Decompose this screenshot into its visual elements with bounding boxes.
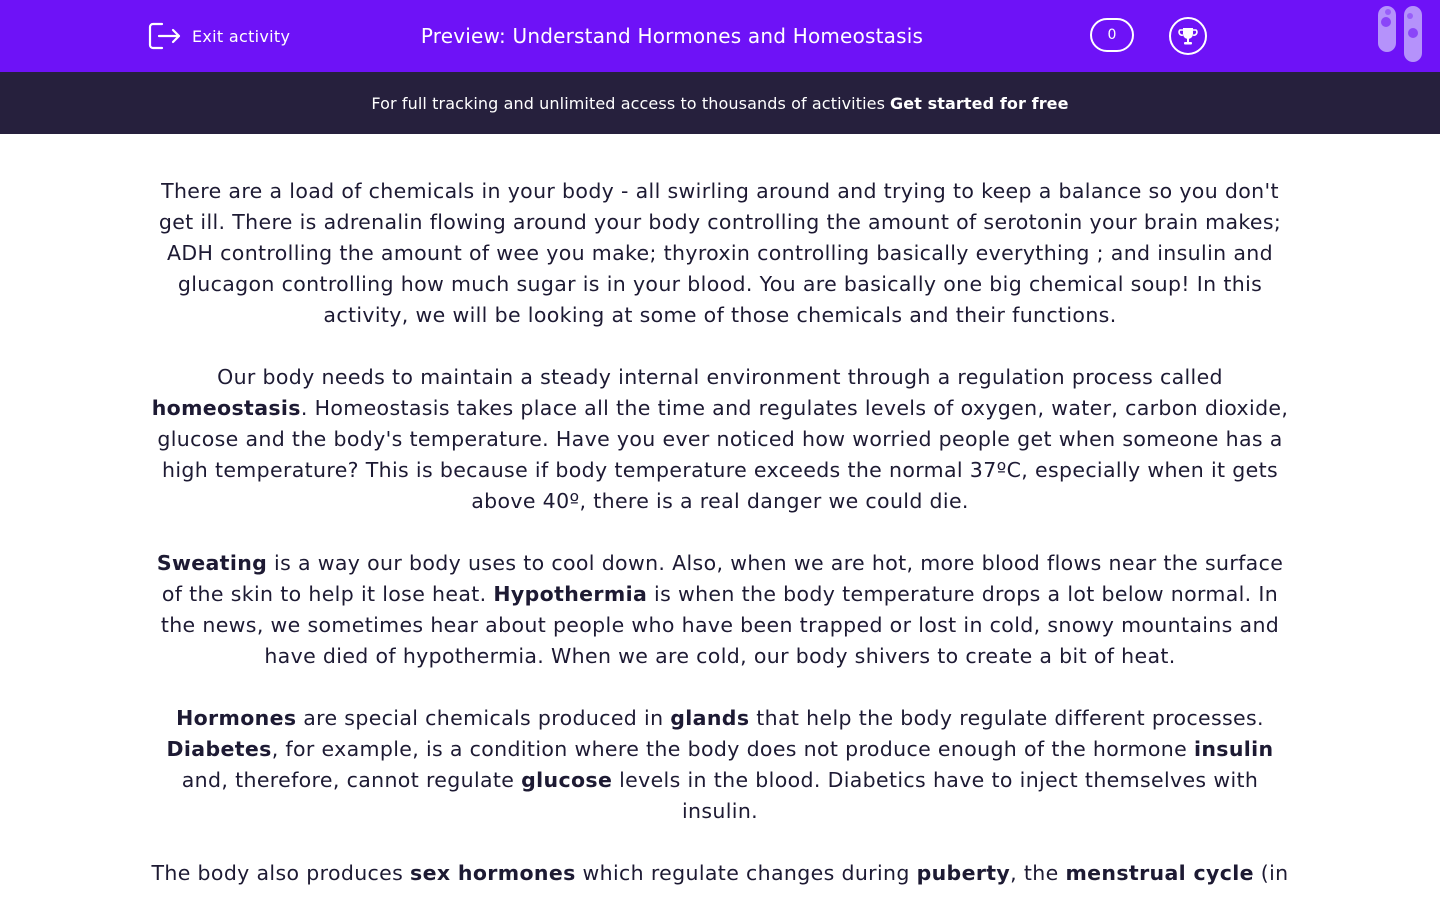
- intro-content: [150, 176, 1290, 920]
- banner-text: For full tracking and unlimited access to thousands of activities: [371, 93, 886, 113]
- term-menstrual-cycle: menstrual cycle: [1065, 861, 1254, 885]
- term-glands: glands: [670, 706, 750, 730]
- term-glucose: glucose: [521, 768, 613, 792]
- paragraph-sex-hormones: The body also produces sex hormones which regulate changes during puberty, the menstrual cycle (in: [151, 861, 1289, 885]
- trophy-icon: [1177, 25, 1199, 47]
- paragraph-homeostasis: Our body needs to maintain a steady internal environment through a regulation process called homeostasis. Homeostasis takes place all the time and regulates levels of oxygen, water, carbon dioxide, glucose and the body's temperature. Have you ever noticed how worried people get when someone has a high temperature? This is because if body temperature exceeds the normal 37ºC, especially when it gets above 40º, there is a real danger we could die.: [151, 365, 1289, 513]
- paragraph-hormones: Hormones are special chemicals produced in glands that help the body regulate different processes. Diabetes, for example, is a condition where the body does not produce enough of the hormone insulin and, therefore, cannot regulate glucose levels in the blood. Diabetics have to inject themselves with insulin.: [166, 706, 1274, 823]
- top-bar: [0, 0, 1440, 72]
- term-hypothermia: Hypothermia: [493, 582, 648, 606]
- term-puberty: puberty: [916, 861, 1011, 885]
- page-title: Preview: Understand Hormones and Homeostasis: [420, 24, 924, 48]
- test-tubes-logo: [1376, 6, 1440, 64]
- term-homeostasis: homeostasis: [151, 396, 301, 420]
- term-hormones: Hormones: [176, 706, 297, 730]
- term-insulin: insulin: [1193, 737, 1274, 761]
- exit-activity-label: Exit activity: [192, 26, 291, 46]
- term-sweating: Sweating: [156, 551, 268, 575]
- score-badge: 0: [1090, 18, 1134, 52]
- term-diabetes: Diabetes: [166, 737, 272, 761]
- trophy-button[interactable]: [1169, 17, 1207, 55]
- get-started-link[interactable]: Get started for free: [890, 93, 1069, 113]
- paragraph-intro: There are a load of chemicals in your body - all swirling around and trying to keep a balance so you don't get ill. There is adrenalin flowing around your body controlling the amount of serotonin your brain makes; ADH controlling the amount of wee you make; thyroxin controlling basically everything ; and insulin and glucagon controlling how much sugar is in your blood. You are basically one big chemical soup! In this activity, we will be looking at some of those chemicals and their functions.: [158, 179, 1282, 327]
- access-banner: [0, 72, 1440, 134]
- term-sex-hormones: sex hormones: [410, 861, 576, 885]
- paragraph-temperature: Sweating is a way our body uses to cool down. Also, when we are hot, more blood flows near the surface of the skin to help it lose heat. Hypothermia is when the body temperature drops a lot below normal. In the news, we sometimes hear about people who have been trapped or lost in cold, snowy mountains and have died of hypothermia. When we are cold, our body shivers to create a bit of heat.: [156, 551, 1284, 668]
